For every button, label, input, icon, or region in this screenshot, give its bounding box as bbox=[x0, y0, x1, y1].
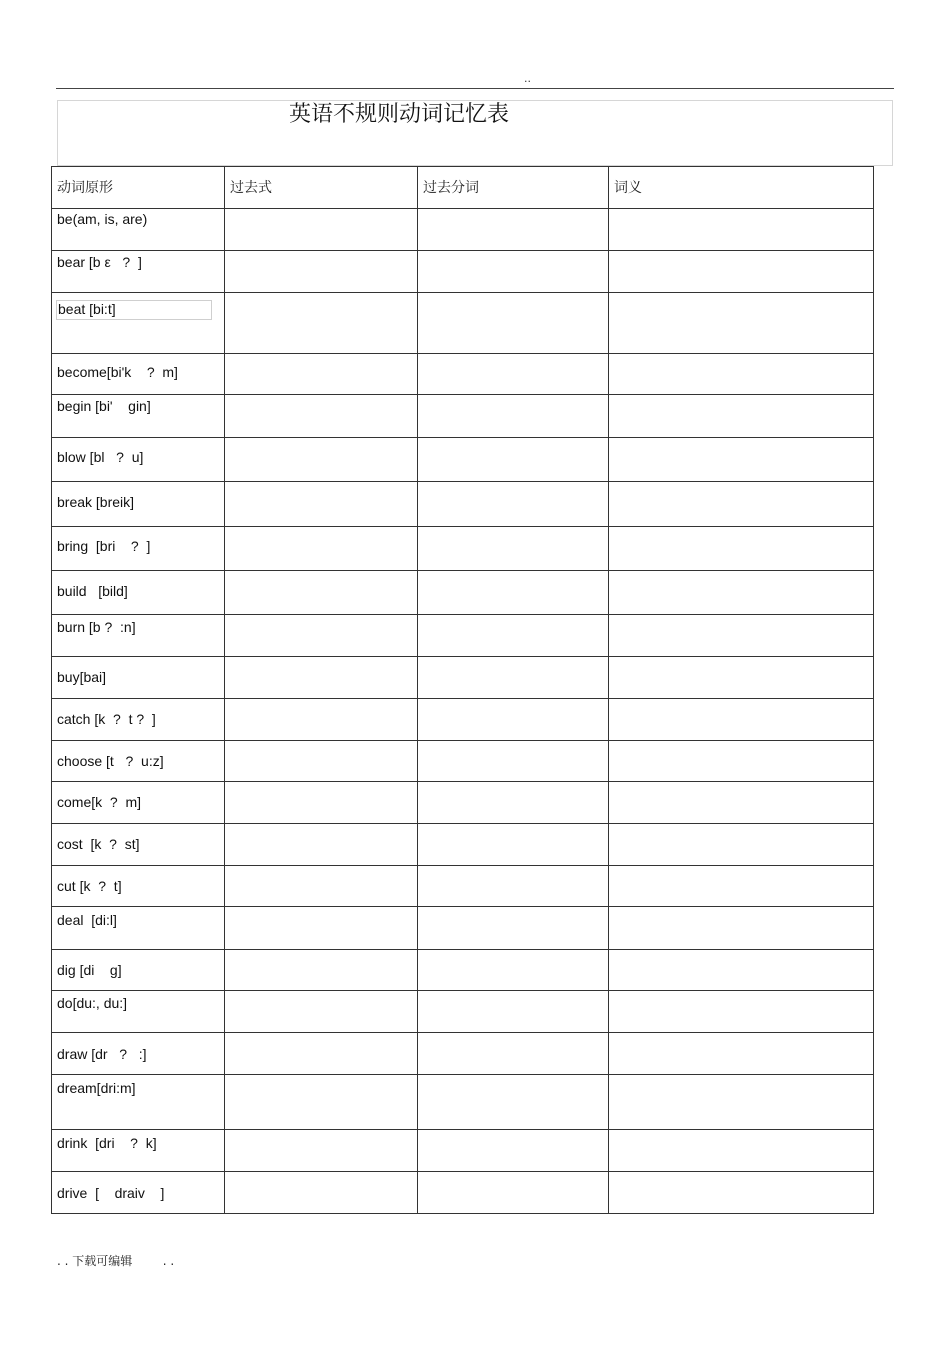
verb-text: become[bi'k ? m] bbox=[57, 364, 178, 380]
past-participle-cell[interactable] bbox=[418, 741, 609, 782]
verb-cell bbox=[52, 293, 225, 354]
past-participle-cell[interactable] bbox=[418, 395, 609, 438]
past-tense-cell[interactable] bbox=[225, 907, 418, 950]
past-participle-cell[interactable] bbox=[418, 1033, 609, 1075]
past-participle-cell[interactable] bbox=[418, 1172, 609, 1214]
past-tense-cell[interactable] bbox=[225, 699, 418, 741]
verb-cell bbox=[52, 1130, 225, 1172]
past-tense-cell[interactable] bbox=[225, 438, 418, 482]
verb-cell bbox=[52, 209, 225, 251]
table-row bbox=[52, 866, 874, 907]
verb-cell bbox=[52, 438, 225, 482]
past-participle-cell[interactable] bbox=[418, 571, 609, 615]
meaning-cell[interactable] bbox=[609, 438, 874, 482]
verb-cell bbox=[52, 907, 225, 950]
past-participle-cell[interactable] bbox=[418, 824, 609, 866]
verb-cell bbox=[52, 824, 225, 866]
meaning-cell[interactable] bbox=[609, 699, 874, 741]
meaning-cell[interactable] bbox=[609, 615, 874, 657]
past-participle-cell[interactable] bbox=[418, 354, 609, 395]
verb-text: bring [bri ? ] bbox=[57, 538, 151, 554]
meaning-cell[interactable] bbox=[609, 251, 874, 293]
past-tense-cell[interactable] bbox=[225, 209, 418, 251]
meaning-cell[interactable] bbox=[609, 1033, 874, 1075]
past-participle-cell[interactable] bbox=[418, 782, 609, 824]
document-title: 英语不规则动词记忆表 bbox=[289, 102, 510, 127]
page-header-mark: .. bbox=[524, 72, 531, 85]
table-row bbox=[52, 1172, 874, 1214]
table-row bbox=[52, 527, 874, 571]
verb-text: dig [di g] bbox=[57, 962, 122, 978]
verb-text: dream[dri:m] bbox=[57, 1080, 136, 1096]
table-row bbox=[52, 615, 874, 657]
verb-cell bbox=[52, 699, 225, 741]
meaning-cell[interactable] bbox=[609, 991, 874, 1033]
table-body bbox=[52, 209, 874, 1214]
meaning-cell[interactable] bbox=[609, 527, 874, 571]
past-participle-cell[interactable] bbox=[418, 1075, 609, 1130]
header-past-participle: 过去分词 bbox=[418, 167, 609, 209]
verb-text: break [breik] bbox=[57, 494, 135, 510]
meaning-cell[interactable] bbox=[609, 354, 874, 395]
past-tense-cell[interactable] bbox=[225, 782, 418, 824]
verb-cell bbox=[52, 395, 225, 438]
verb-text: draw [dr ? :] bbox=[57, 1046, 147, 1062]
verb-cell bbox=[52, 950, 225, 991]
past-tense-cell[interactable] bbox=[225, 354, 418, 395]
past-participle-cell[interactable] bbox=[418, 699, 609, 741]
table-row bbox=[52, 1130, 874, 1172]
verb-cell bbox=[52, 866, 225, 907]
meaning-cell[interactable] bbox=[609, 907, 874, 950]
meaning-cell[interactable] bbox=[609, 782, 874, 824]
meaning-cell[interactable] bbox=[609, 1172, 874, 1214]
verb-text: beat [bi:t] bbox=[56, 300, 212, 320]
meaning-cell[interactable] bbox=[609, 571, 874, 615]
verb-text: choose [t ? u:z] bbox=[57, 753, 164, 769]
verb-text: do[du:, du:] bbox=[57, 995, 128, 1011]
verb-text: bear [b ε ? ] bbox=[57, 254, 142, 270]
meaning-cell[interactable] bbox=[609, 866, 874, 907]
verb-text: drink [dri ? k] bbox=[57, 1135, 157, 1151]
verb-text: begin [bi' gin] bbox=[57, 398, 151, 414]
past-tense-cell[interactable] bbox=[225, 950, 418, 991]
table-header-row bbox=[52, 167, 874, 209]
past-participle-cell[interactable] bbox=[418, 657, 609, 699]
verb-cell bbox=[52, 741, 225, 782]
past-participle-cell[interactable] bbox=[418, 251, 609, 293]
verb-cell bbox=[52, 1075, 225, 1130]
header-rule bbox=[56, 88, 894, 89]
verb-cell bbox=[52, 1172, 225, 1214]
meaning-cell[interactable] bbox=[609, 482, 874, 527]
page-footer: . . 下载可编辑 . . bbox=[57, 1254, 175, 1268]
meaning-cell[interactable] bbox=[609, 395, 874, 438]
table-row bbox=[52, 395, 874, 438]
table-row bbox=[52, 782, 874, 824]
table-row bbox=[52, 907, 874, 950]
past-tense-cell[interactable] bbox=[225, 1033, 418, 1075]
verb-text: drive [ draiv ] bbox=[57, 1185, 165, 1201]
verb-cell bbox=[52, 615, 225, 657]
verb-cell bbox=[52, 657, 225, 699]
table-row bbox=[52, 571, 874, 615]
verb-text: blow [bl ? u] bbox=[57, 449, 144, 465]
table-row bbox=[52, 354, 874, 395]
table-row bbox=[52, 482, 874, 527]
verb-cell bbox=[52, 1033, 225, 1075]
verb-text: come[k ? m] bbox=[57, 794, 142, 810]
past-participle-cell[interactable] bbox=[418, 615, 609, 657]
past-tense-cell[interactable] bbox=[225, 866, 418, 907]
verb-cell bbox=[52, 527, 225, 571]
past-participle-cell[interactable] bbox=[418, 907, 609, 950]
past-participle-cell[interactable] bbox=[418, 1130, 609, 1172]
verb-text: cost [k ? st] bbox=[57, 836, 140, 852]
past-tense-cell[interactable] bbox=[225, 251, 418, 293]
past-participle-cell[interactable] bbox=[418, 209, 609, 251]
past-tense-cell[interactable] bbox=[225, 1130, 418, 1172]
meaning-cell[interactable] bbox=[609, 1075, 874, 1130]
meaning-cell[interactable] bbox=[609, 293, 874, 354]
past-participle-cell[interactable] bbox=[418, 438, 609, 482]
meaning-cell[interactable] bbox=[609, 824, 874, 866]
meaning-cell[interactable] bbox=[609, 657, 874, 699]
meaning-cell[interactable] bbox=[609, 1130, 874, 1172]
verb-cell bbox=[52, 354, 225, 395]
past-participle-cell[interactable] bbox=[418, 950, 609, 991]
table-row bbox=[52, 1033, 874, 1075]
past-participle-cell[interactable] bbox=[418, 527, 609, 571]
verb-text: burn [b ? :n] bbox=[57, 619, 136, 635]
past-tense-cell[interactable] bbox=[225, 741, 418, 782]
past-participle-cell[interactable] bbox=[418, 991, 609, 1033]
table-row bbox=[52, 251, 874, 293]
header-past-tense: 过去式 bbox=[225, 167, 418, 209]
table-row bbox=[52, 657, 874, 699]
table-row bbox=[52, 438, 874, 482]
past-tense-cell[interactable] bbox=[225, 1172, 418, 1214]
past-tense-cell[interactable] bbox=[225, 1075, 418, 1130]
past-tense-cell[interactable] bbox=[225, 293, 418, 354]
meaning-cell[interactable] bbox=[609, 950, 874, 991]
verb-text: catch [k ? t ? ] bbox=[57, 711, 156, 727]
verb-cell bbox=[52, 782, 225, 824]
table-row bbox=[52, 824, 874, 866]
table-row bbox=[52, 209, 874, 251]
title-box bbox=[57, 100, 893, 166]
table-row bbox=[52, 1075, 874, 1130]
past-tense-cell[interactable] bbox=[225, 482, 418, 527]
header-meaning: 词义 bbox=[609, 167, 874, 209]
table-row bbox=[52, 741, 874, 782]
past-participle-cell[interactable] bbox=[418, 866, 609, 907]
past-tense-cell[interactable] bbox=[225, 657, 418, 699]
past-tense-cell[interactable] bbox=[225, 991, 418, 1033]
meaning-cell[interactable] bbox=[609, 741, 874, 782]
table-row bbox=[52, 293, 874, 354]
past-tense-cell[interactable] bbox=[225, 571, 418, 615]
past-participle-cell[interactable] bbox=[418, 293, 609, 354]
verb-text: buy[bai] bbox=[57, 669, 107, 685]
verb-cell bbox=[52, 482, 225, 527]
past-participle-cell[interactable] bbox=[418, 482, 609, 527]
table-row bbox=[52, 991, 874, 1033]
past-tense-cell[interactable] bbox=[225, 527, 418, 571]
verb-cell bbox=[52, 251, 225, 293]
header-base-form: 动词原形 bbox=[52, 167, 225, 209]
table-row bbox=[52, 950, 874, 991]
meaning-cell[interactable] bbox=[609, 209, 874, 251]
verb-text: be(am, is, are) bbox=[57, 211, 148, 227]
past-tense-cell[interactable] bbox=[225, 824, 418, 866]
past-tense-cell[interactable] bbox=[225, 395, 418, 438]
verb-text: cut [k ? t] bbox=[57, 878, 122, 894]
verb-cell bbox=[52, 991, 225, 1033]
table-row bbox=[52, 699, 874, 741]
verb-text: build [bild] bbox=[57, 583, 128, 599]
verb-cell bbox=[52, 571, 225, 615]
past-tense-cell[interactable] bbox=[225, 615, 418, 657]
verb-text: deal [di:l] bbox=[57, 912, 117, 928]
irregular-verbs-table bbox=[51, 166, 874, 1214]
